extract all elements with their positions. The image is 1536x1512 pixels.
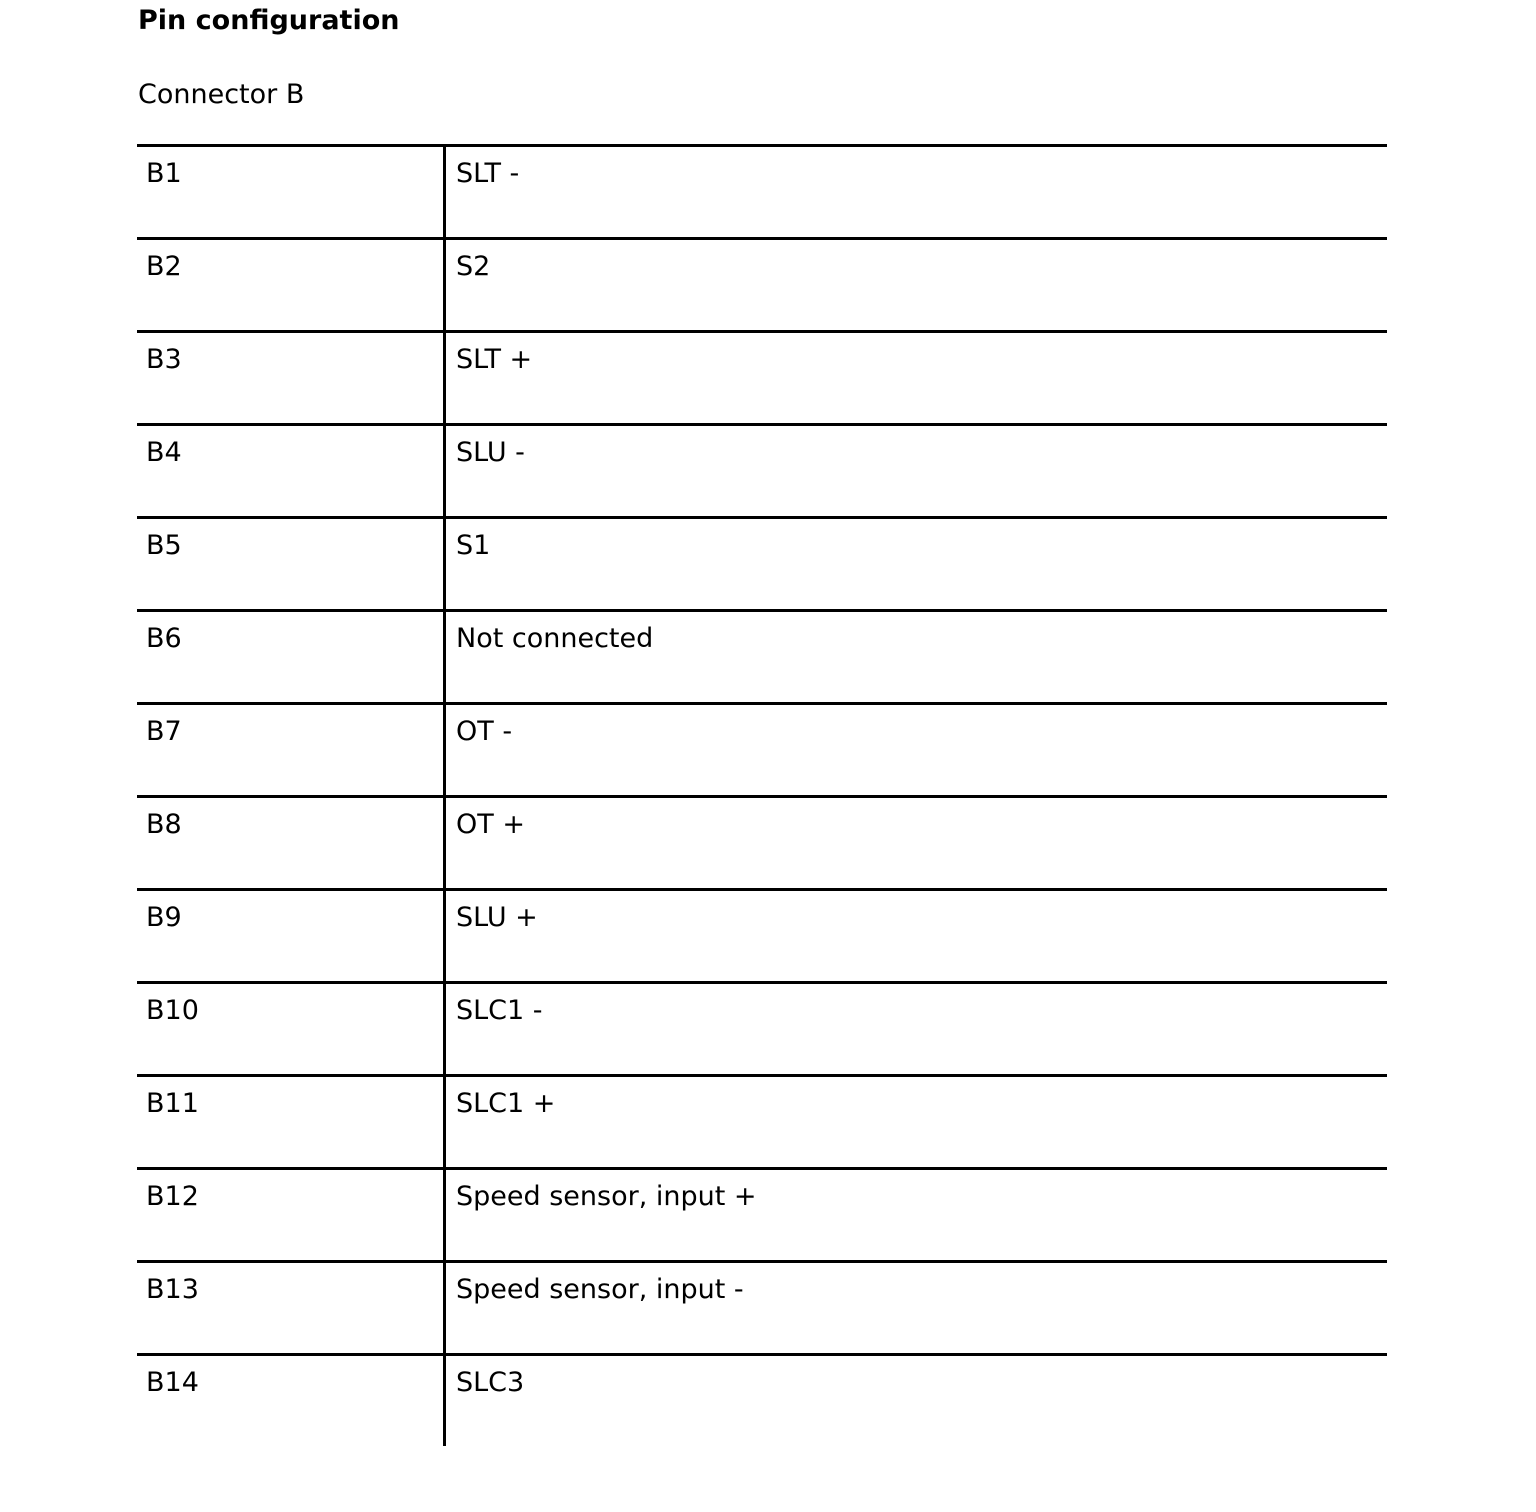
pin-signal: Speed sensor, input -: [456, 1274, 744, 1305]
pin-id: B13: [137, 1263, 446, 1353]
table-row: [137, 705, 1387, 798]
pin-signal: SLC1 -: [456, 995, 543, 1026]
table-row: [137, 333, 1387, 426]
pin-id: B11: [137, 1077, 446, 1167]
pin-id: B2: [137, 240, 446, 330]
table-row: [137, 984, 1387, 1077]
table-row: [137, 426, 1387, 519]
table-row: [137, 519, 1387, 612]
pin-id: B9: [137, 891, 446, 981]
pin-signal: SLC1 +: [456, 1088, 556, 1119]
pin-signal: Not connected: [456, 623, 654, 654]
table-row: [137, 1077, 1387, 1170]
pin-id: B4: [137, 426, 446, 516]
pin-signal: SLU +: [456, 902, 538, 933]
pin-table: [137, 144, 1387, 1446]
pin-signal: SLT -: [456, 158, 520, 189]
pin-id: B1: [137, 147, 446, 237]
table-row: [137, 1170, 1387, 1263]
table-row: [137, 612, 1387, 705]
table-row: [137, 891, 1387, 984]
pin-id: B3: [137, 333, 446, 423]
page-title: Pin configuration: [138, 5, 400, 36]
pin-signal: SLU -: [456, 437, 525, 468]
table-row: [137, 147, 1387, 240]
pin-signal: OT +: [456, 809, 525, 840]
pin-id: B14: [137, 1356, 446, 1446]
table-row: [137, 1356, 1387, 1446]
pin-id: B7: [137, 705, 446, 795]
pin-signal: SLC3: [456, 1367, 525, 1398]
pin-id: B12: [137, 1170, 446, 1260]
pin-id: B6: [137, 612, 446, 702]
connector-heading: Connector B: [138, 79, 305, 110]
pin-signal: Speed sensor, input +: [456, 1181, 757, 1212]
pin-id: B10: [137, 984, 446, 1074]
pin-signal: SLT +: [456, 344, 533, 375]
table-row: [137, 798, 1387, 891]
table-row: [137, 1263, 1387, 1356]
pin-signal: S1: [456, 530, 491, 561]
pin-signal: OT -: [456, 716, 513, 747]
pin-signal: S2: [456, 251, 491, 282]
table-row: [137, 240, 1387, 333]
pin-id: B8: [137, 798, 446, 888]
pin-id: B5: [137, 519, 446, 609]
